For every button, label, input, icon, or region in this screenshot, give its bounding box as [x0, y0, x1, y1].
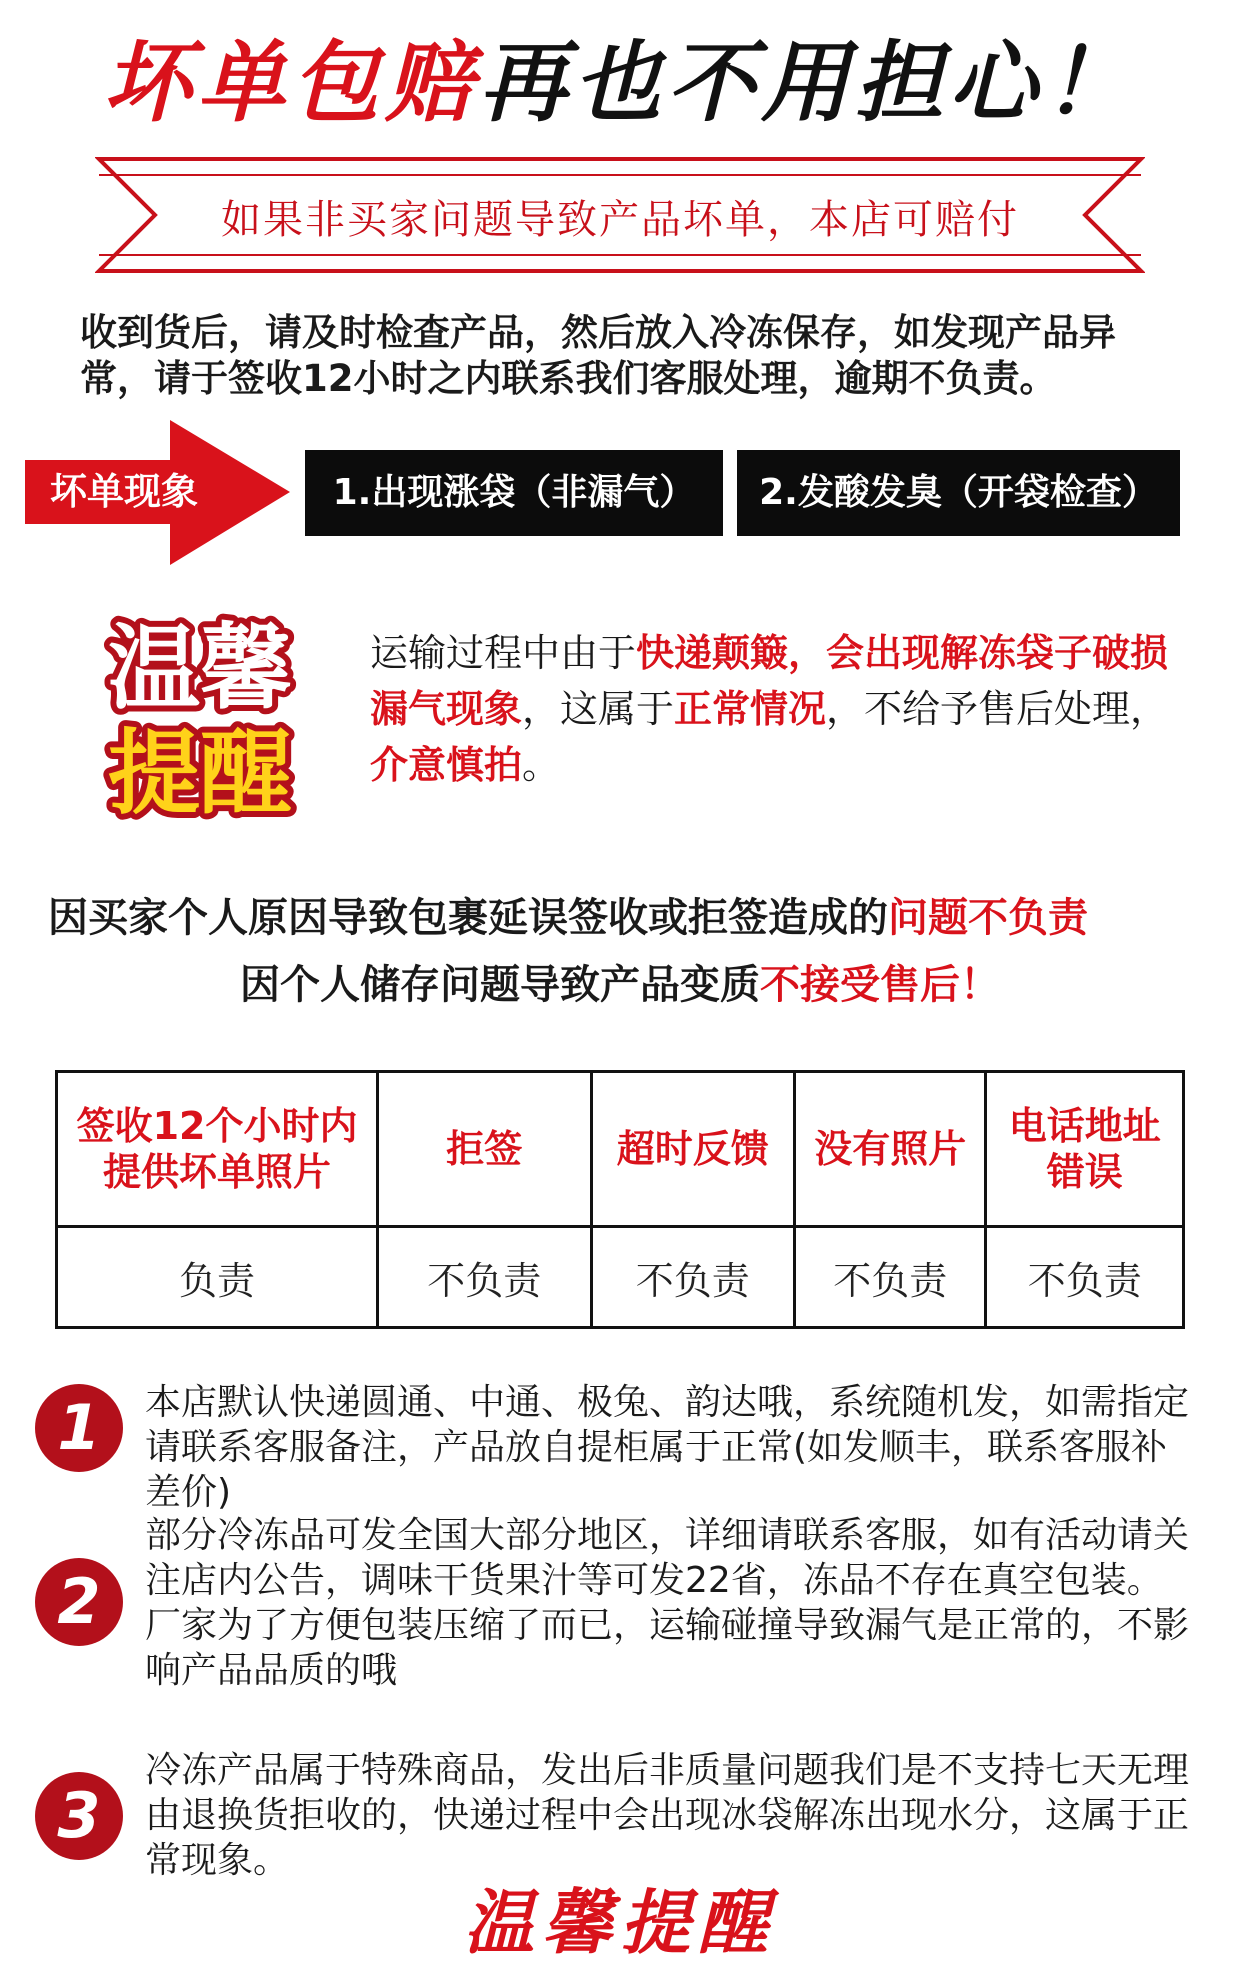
banner-text: 如果非买家问题导致产品坏单，本店可赔付: [221, 197, 1019, 243]
table-header-cell: 签收12个小时内提供坏单照片: [57, 1072, 378, 1227]
warm-reminder-badge: [90, 600, 310, 830]
number-badge-1: 1: [35, 1384, 123, 1472]
number-badge-2: 2: [35, 1558, 123, 1646]
reminder-text-f: 介意慎拍: [370, 743, 523, 787]
table-cell: 不负责: [794, 1227, 986, 1328]
intro-paragraph: 收到货后，请及时检查产品，然后放入冷冻保存，如发现产品异常，请于签收12小时之内联系我们客服处理，逾期不负责。: [80, 311, 1116, 400]
note-1-text: 本店默认快递圆通、中通、极兔、韵达哦，系统随机发，如需指定请联系客服备注，产品放自提柜属于正常(如发顺丰，联系客服补差价): [145, 1382, 1190, 1513]
page-title: [0, 28, 1240, 138]
disclaimer-line-2: [0, 955, 1240, 1015]
reminder-text-b: 快递颠簸，会出现解冻袋子破损漏气现象: [370, 631, 1169, 731]
table-header-cell: 没有照片: [794, 1072, 986, 1227]
table-cell: 不负责: [986, 1227, 1184, 1328]
badge-line-1: 温馨: [107, 615, 293, 722]
footer-heading: 温馨提醒: [464, 1882, 776, 1964]
disclaimer-2-red: 不接受售后！: [760, 962, 1000, 1008]
phenomena-label: 坏单现象: [50, 470, 198, 513]
disclaimer-line-1: [20, 888, 1240, 948]
table-row: [57, 1227, 1184, 1328]
note-2-text: 部分冷冻品可发全国大部分地区，详细请联系客服，如有活动请关注店内公告，调味干货果汁等可发22省，冻品不存在真空包装。厂家为了方便包装压缩了而已，运输碰撞导致漏气是正常的，不影响产品品质的哦: [145, 1515, 1190, 1691]
phenomenon-tag-2: 2.发酸发臭（开袋检查）: [737, 450, 1180, 536]
reminder-text-a: 运输过程中由于: [370, 631, 637, 675]
table-header-cell: 电话地址错误: [986, 1072, 1184, 1227]
badge-line-2: 提醒: [107, 720, 293, 827]
table-cell: 不负责: [591, 1227, 794, 1328]
reminder-text-g: 。: [522, 743, 561, 787]
number-badge-3: 3: [35, 1772, 123, 1860]
title-black-part: 再也不用担心！: [479, 31, 1138, 134]
reminder-text-d: 正常情况: [674, 687, 827, 731]
reminder-text-c: ，这属于: [522, 687, 675, 731]
table-header-cell: 超时反馈: [591, 1072, 794, 1227]
disclaimer-1-black: 因买家个人原因导致包裹延误签收或拒签造成的: [48, 895, 888, 941]
title-red-part: 坏单包赔: [102, 31, 479, 134]
table-cell: 负责: [57, 1227, 378, 1328]
note-3-text: 冷冻产品属于特殊商品，发出后非质量问题我们是不支持七天无理由退换货拒收的，快递过程中会出现冰袋解冻出现水分，这属于正常现象。: [145, 1750, 1190, 1881]
table-header-row: [57, 1072, 1184, 1227]
disclaimer-1-red: 问题不负责: [888, 895, 1088, 941]
responsibility-table: [55, 1070, 1185, 1329]
warm-reminder-text: [370, 625, 1180, 793]
reminder-text-e: ，不给予售后处理，: [826, 687, 1169, 731]
phenomenon-tag-1: 1.出现涨袋（非漏气）: [305, 450, 723, 536]
disclaimer-2-black: 因个人储存问题导致产品变质: [240, 962, 760, 1008]
table-cell: 不负责: [378, 1227, 591, 1328]
table-header-cell: 拒签: [378, 1072, 591, 1227]
